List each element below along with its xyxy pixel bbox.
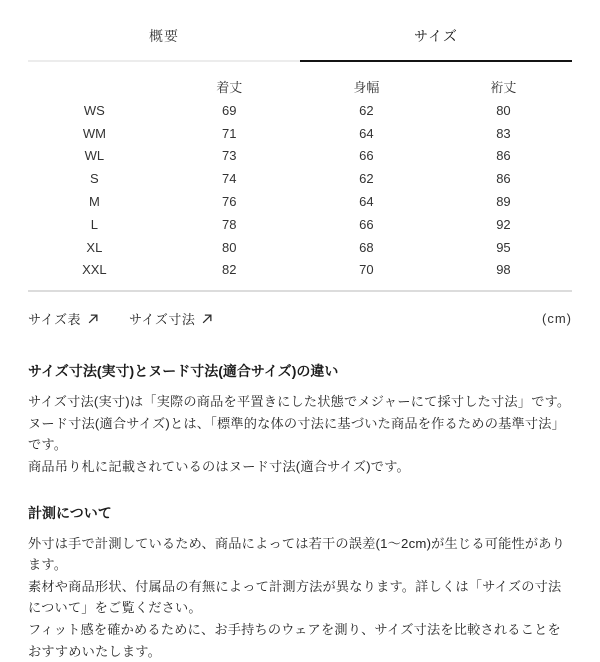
cell-value: 74: [222, 171, 237, 187]
size-chart-link-label: サイズ表: [28, 312, 81, 328]
cell-value: 89: [496, 193, 511, 209]
size-label: L: [90, 216, 98, 232]
section-measurement-notes: [28, 503, 572, 662]
tab-size[interactable]: サイズ: [300, 0, 572, 62]
cell-value: 68: [359, 239, 374, 255]
size-tab-content: [0, 77, 600, 662]
cell-value: 76: [222, 193, 237, 209]
table-row: [28, 100, 572, 123]
table-header-width: 身幅: [353, 80, 380, 95]
size-label: WM: [82, 125, 106, 141]
cell-value: 73: [222, 148, 237, 164]
table-row: [28, 237, 572, 260]
cell-value: 64: [359, 125, 374, 141]
tab-overview[interactable]: 概要: [28, 0, 300, 62]
unit-label: (cm): [542, 311, 572, 327]
cell-value: 66: [359, 216, 374, 232]
section-paragraph: 素材や商品形状、付属品の有無によって計測方法が異なります。詳しくは「サイズの寸法について」をご覧ください。: [28, 578, 562, 616]
cell-value: 95: [496, 239, 511, 255]
cell-value: 83: [496, 125, 511, 141]
links-row: [28, 309, 572, 328]
section-paragraph: 外寸は手で計測しているため、商品によっては若干の誤差(1〜2cm)が生じる可能性があります。: [28, 535, 566, 573]
table-header-length: 着丈: [216, 80, 243, 95]
cell-value: 98: [496, 262, 511, 278]
section-paragraph: サイズ寸法(実寸)は「実際の商品を平置きにした状態でメジャーにて採寸した寸法」です。: [28, 394, 571, 410]
tab-bar: [28, 0, 572, 62]
size-label: S: [90, 171, 99, 187]
section-paragraph: 商品吊り札に記載されているのはヌード寸法(適合サイズ)です。: [28, 458, 410, 474]
cell-value: 80: [222, 239, 237, 255]
cell-value: 64: [359, 193, 374, 209]
section-paragraph: ヌード寸法(適合サイズ)とは、「標準的な体の寸法に基づいた商品を作るための基準寸法」です。: [28, 415, 566, 453]
table-row: [28, 145, 572, 168]
cell-value: 71: [222, 125, 237, 141]
size-label: XXL: [82, 262, 107, 278]
section-paragraph: フィット感を確かめるために、お手持ちのウェアを測り、サイズ寸法を比較されることをおすすめいたします。: [28, 621, 561, 659]
table-row: [28, 191, 572, 214]
cell-value: 62: [359, 171, 374, 187]
cell-value: 62: [359, 102, 374, 118]
table-row: [28, 123, 572, 146]
cell-value: 82: [222, 262, 237, 278]
external-link-icon: [87, 313, 99, 325]
cell-value: 70: [359, 262, 374, 278]
section-heading: サイズ寸法(実寸)とヌード寸法(適合サイズ)の違い: [28, 363, 339, 380]
size-chart-link[interactable]: [28, 309, 99, 328]
table-header-sleeve: 裄丈: [490, 80, 517, 95]
section-size-definitions: [28, 361, 572, 477]
cell-value: 92: [496, 216, 511, 232]
section-heading: 計測について: [28, 504, 112, 521]
table-row: [28, 259, 572, 282]
size-label: WL: [84, 148, 105, 164]
table-header-empty: [28, 77, 161, 100]
table-row: [28, 214, 572, 237]
cell-value: 86: [496, 148, 511, 164]
size-label: M: [88, 193, 100, 209]
size-table: [28, 77, 572, 282]
cell-value: 69: [222, 102, 237, 118]
table-row: [28, 168, 572, 191]
table-header-row: [28, 77, 572, 100]
cell-value: 78: [222, 216, 237, 232]
external-link-icon: [201, 313, 213, 325]
cell-value: 80: [496, 102, 511, 118]
size-measurement-link-label: サイズ寸法: [128, 312, 196, 328]
size-label: XL: [86, 239, 103, 255]
size-label: WS: [83, 102, 105, 118]
cell-value: 86: [496, 171, 511, 187]
size-measurement-link[interactable]: [129, 309, 213, 328]
cell-value: 66: [359, 148, 374, 164]
table-bottom-divider: [28, 290, 572, 292]
